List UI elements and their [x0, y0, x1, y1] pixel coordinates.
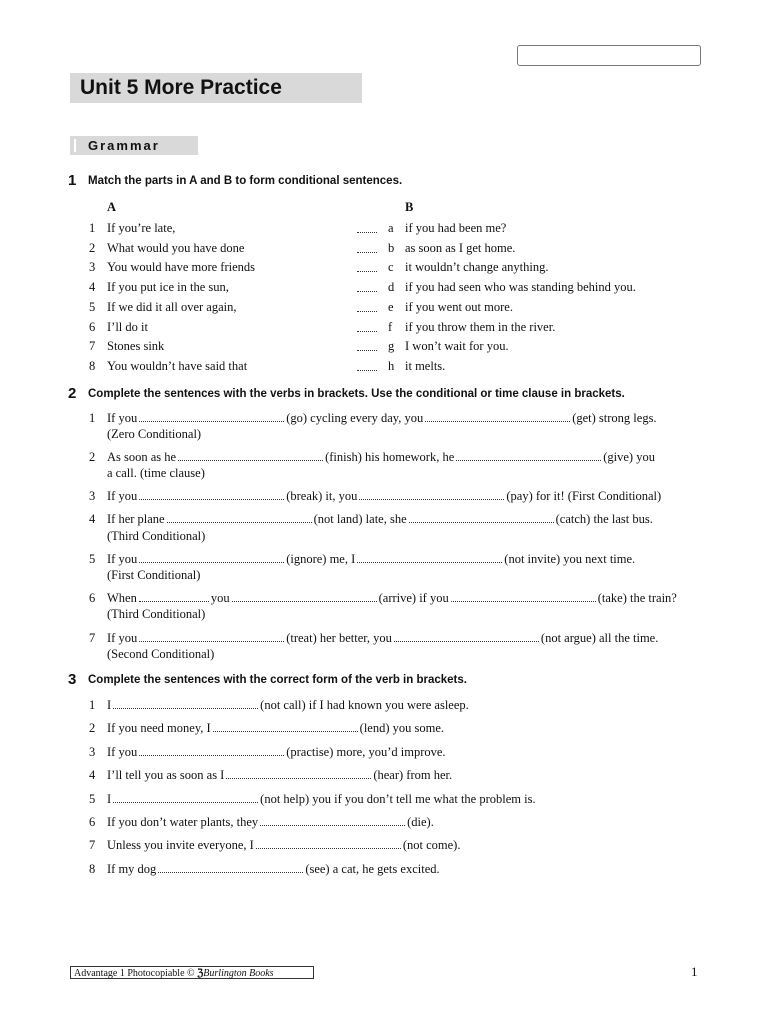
answer-blank[interactable] [139, 489, 284, 500]
footer-text: Advantage 1 Photocopiable © [74, 968, 195, 979]
part-b-letter: b [388, 241, 395, 255]
sentence-text: you [210, 591, 230, 605]
sentence-line [107, 745, 446, 760]
column-b-heading: B [405, 200, 414, 214]
sentence-text: If you [107, 411, 138, 425]
sentence-continuation: (First Conditional) [107, 568, 201, 582]
exercise-1-instruction: Match the parts in A and B to form conditional sentences. [88, 175, 403, 187]
part-b-letter: e [388, 300, 394, 314]
item-number: 7 [89, 631, 96, 645]
sentence-text: (take) the train? [597, 591, 677, 605]
item-number: 6 [89, 591, 96, 605]
sentence-text: I [107, 698, 112, 712]
item-number: 4 [89, 768, 96, 782]
item-number: 3 [89, 489, 96, 503]
sentence-line [107, 838, 460, 853]
answer-blank[interactable] [260, 815, 405, 826]
sentence-text: (not land) late, she [313, 512, 407, 526]
sentence-line [107, 552, 635, 567]
answer-blank[interactable] [113, 698, 258, 709]
answer-blank[interactable] [139, 591, 209, 602]
section-label-grammar [70, 136, 198, 155]
item-number: 4 [89, 280, 96, 294]
answer-blank[interactable] [213, 721, 358, 732]
sentence-line [107, 768, 452, 783]
exercise-3-instruction: Complete the sentences with the correct form of the verb in brackets. [88, 674, 467, 686]
part-b-letter: a [388, 221, 394, 235]
answer-blank[interactable] [357, 360, 377, 371]
item-number: 2 [89, 721, 96, 735]
page-number: 1 [691, 964, 698, 979]
sentence-text: (ignore) me, I [286, 552, 356, 566]
part-b-letter: h [388, 359, 395, 373]
item-number: 7 [89, 838, 96, 852]
part-a-text: If you’re late, [107, 221, 176, 235]
part-b-letter: c [388, 260, 394, 274]
answer-blank[interactable] [425, 411, 570, 422]
answer-blank[interactable] [139, 631, 284, 642]
answer-blank[interactable] [178, 450, 323, 461]
answer-blank[interactable] [357, 242, 377, 253]
footer-copyright [70, 966, 314, 979]
sentence-text: (treat) her better, you [286, 631, 392, 645]
sentence-text: I [107, 792, 112, 806]
publisher-logo-icon: ℨ [197, 968, 204, 979]
sentence-line [107, 631, 658, 646]
sentence-line [107, 862, 440, 877]
unit-title: Unit 5 More Practice [70, 73, 362, 103]
sentence-text: (not help) you if you don’t tell me what the problem is. [260, 792, 536, 806]
answer-blank[interactable] [357, 281, 377, 292]
answer-blank[interactable] [139, 552, 284, 563]
sentence-text: If you don’t water plants, they [107, 815, 259, 829]
answer-blank[interactable] [167, 512, 312, 523]
sentence-line [107, 698, 469, 713]
sentence-text: (not call) if I had known you were asleep. [260, 698, 469, 712]
sentence-continuation: (Second Conditional) [107, 647, 215, 661]
item-number: 1 [89, 698, 96, 712]
item-number: 5 [89, 792, 96, 806]
sentence-line [107, 721, 444, 736]
item-number: 3 [89, 745, 96, 759]
column-a-heading: A [107, 200, 117, 214]
sentence-text: (practise) more, you’d improve. [286, 745, 446, 759]
item-number: 4 [89, 512, 96, 526]
part-b-text: as soon as I get home. [405, 241, 516, 255]
item-number: 7 [89, 339, 96, 353]
publisher-name: Burlington Books [203, 968, 274, 979]
sentence-text: (get) strong legs. [572, 411, 657, 425]
answer-blank[interactable] [359, 489, 504, 500]
part-b-text: if you had been me? [405, 221, 507, 235]
answer-blank[interactable] [456, 450, 601, 461]
exercise-3-number: 3 [68, 671, 77, 688]
answer-blank[interactable] [451, 591, 596, 602]
sentence-line [107, 489, 661, 504]
sentence-continuation: (Third Conditional) [107, 529, 206, 543]
sentence-text: As soon as he [107, 450, 177, 464]
sentence-continuation: a call. (time clause) [107, 466, 205, 480]
item-number: 1 [89, 411, 96, 425]
sentence-text: (not come). [402, 838, 461, 852]
answer-blank[interactable] [409, 512, 554, 523]
answer-blank[interactable] [139, 411, 284, 422]
part-b-letter: d [388, 280, 395, 294]
sentence-text: When [107, 591, 137, 605]
sentence-text: (lend) you some. [359, 721, 445, 735]
sentence-text: (break) it, you [286, 489, 358, 503]
name-field-box[interactable] [517, 45, 701, 66]
part-b-text: it wouldn’t change anything. [405, 260, 549, 274]
sentence-text: (catch) the last bus. [555, 512, 653, 526]
part-a-text: You would have more friends [107, 260, 256, 274]
item-number: 5 [89, 552, 96, 566]
part-b-text: if you had seen who was standing behind you. [405, 280, 636, 294]
sentence-text: (see) a cat, he gets excited. [305, 862, 440, 876]
part-a-text: Stones sink [107, 339, 165, 353]
answer-blank[interactable] [232, 591, 377, 602]
section-label-text: Grammar [88, 138, 160, 153]
answer-blank[interactable] [226, 768, 371, 779]
item-number: 2 [89, 241, 96, 255]
sentence-text: I’ll tell you as soon as I [107, 768, 225, 782]
item-number: 3 [89, 260, 96, 274]
sentence-text: (pay) for it! (First Conditional) [506, 489, 662, 503]
answer-blank[interactable] [357, 222, 377, 233]
part-a-text: If we did it all over again, [107, 300, 237, 314]
answer-blank[interactable] [357, 261, 377, 272]
part-b-text: if you throw them in the river. [405, 320, 556, 334]
sentence-text: Unless you invite everyone, I [107, 838, 254, 852]
sentence-text: If her plane [107, 512, 165, 526]
item-number: 2 [89, 450, 96, 464]
part-a-text: What would you have done [107, 241, 245, 255]
part-b-letter: g [388, 339, 395, 353]
sentence-text: If my dog [107, 862, 157, 876]
sentence-text: (give) you [603, 450, 655, 464]
answer-blank[interactable] [357, 552, 502, 563]
answer-blank[interactable] [139, 745, 284, 756]
part-b-letter: f [388, 320, 393, 334]
item-number: 1 [89, 221, 96, 235]
sentence-text: (go) cycling every day, you [286, 411, 424, 425]
item-number: 6 [89, 320, 96, 334]
sentence-text: If you [107, 489, 138, 503]
item-number: 5 [89, 300, 96, 314]
part-a-text: If you put ice in the sun, [107, 280, 229, 294]
answer-blank[interactable] [357, 340, 377, 351]
answer-blank[interactable] [256, 838, 401, 849]
sentence-text: (hear) from her. [373, 768, 453, 782]
answer-blank[interactable] [357, 321, 377, 332]
sentence-line [107, 792, 536, 807]
sentence-line [107, 591, 677, 606]
sentence-text: (die). [407, 815, 434, 829]
item-number: 8 [89, 359, 96, 373]
part-b-text: I won’t wait for you. [405, 339, 509, 353]
sentence-text: (not invite) you next time. [504, 552, 636, 566]
sentence-text: If you [107, 745, 138, 759]
part-b-text: if you went out more. [405, 300, 513, 314]
sentence-continuation: (Zero Conditional) [107, 427, 202, 441]
sentence-text: If you [107, 631, 138, 645]
sentence-text: (arrive) if you [378, 591, 449, 605]
exercise-2-instruction: Complete the sentences with the verbs in brackets. Use the conditional or time clause in brackets. [88, 388, 625, 400]
part-a-text: I’ll do it [107, 320, 148, 334]
sentence-text: If you need money, I [107, 721, 211, 735]
part-b-text: it melts. [405, 359, 446, 373]
answer-blank[interactable] [357, 301, 377, 312]
part-a-text: You wouldn’t have said that [107, 359, 248, 373]
sentence-text: (finish) his homework, he [325, 450, 455, 464]
sentence-line [107, 512, 653, 527]
sentence-line [107, 411, 657, 426]
sentence-line [107, 450, 655, 465]
exercise-2-number: 2 [68, 385, 77, 402]
sentence-line [107, 815, 434, 830]
item-number: 6 [89, 815, 96, 829]
item-number: 8 [89, 862, 96, 876]
answer-blank[interactable] [394, 631, 539, 642]
answer-blank[interactable] [158, 862, 303, 873]
answer-blank[interactable] [113, 792, 258, 803]
sentence-text: If you [107, 552, 138, 566]
sentence-continuation: (Third Conditional) [107, 607, 206, 621]
sentence-text: (not argue) all the time. [540, 631, 659, 645]
exercise-1-number: 1 [68, 172, 77, 189]
